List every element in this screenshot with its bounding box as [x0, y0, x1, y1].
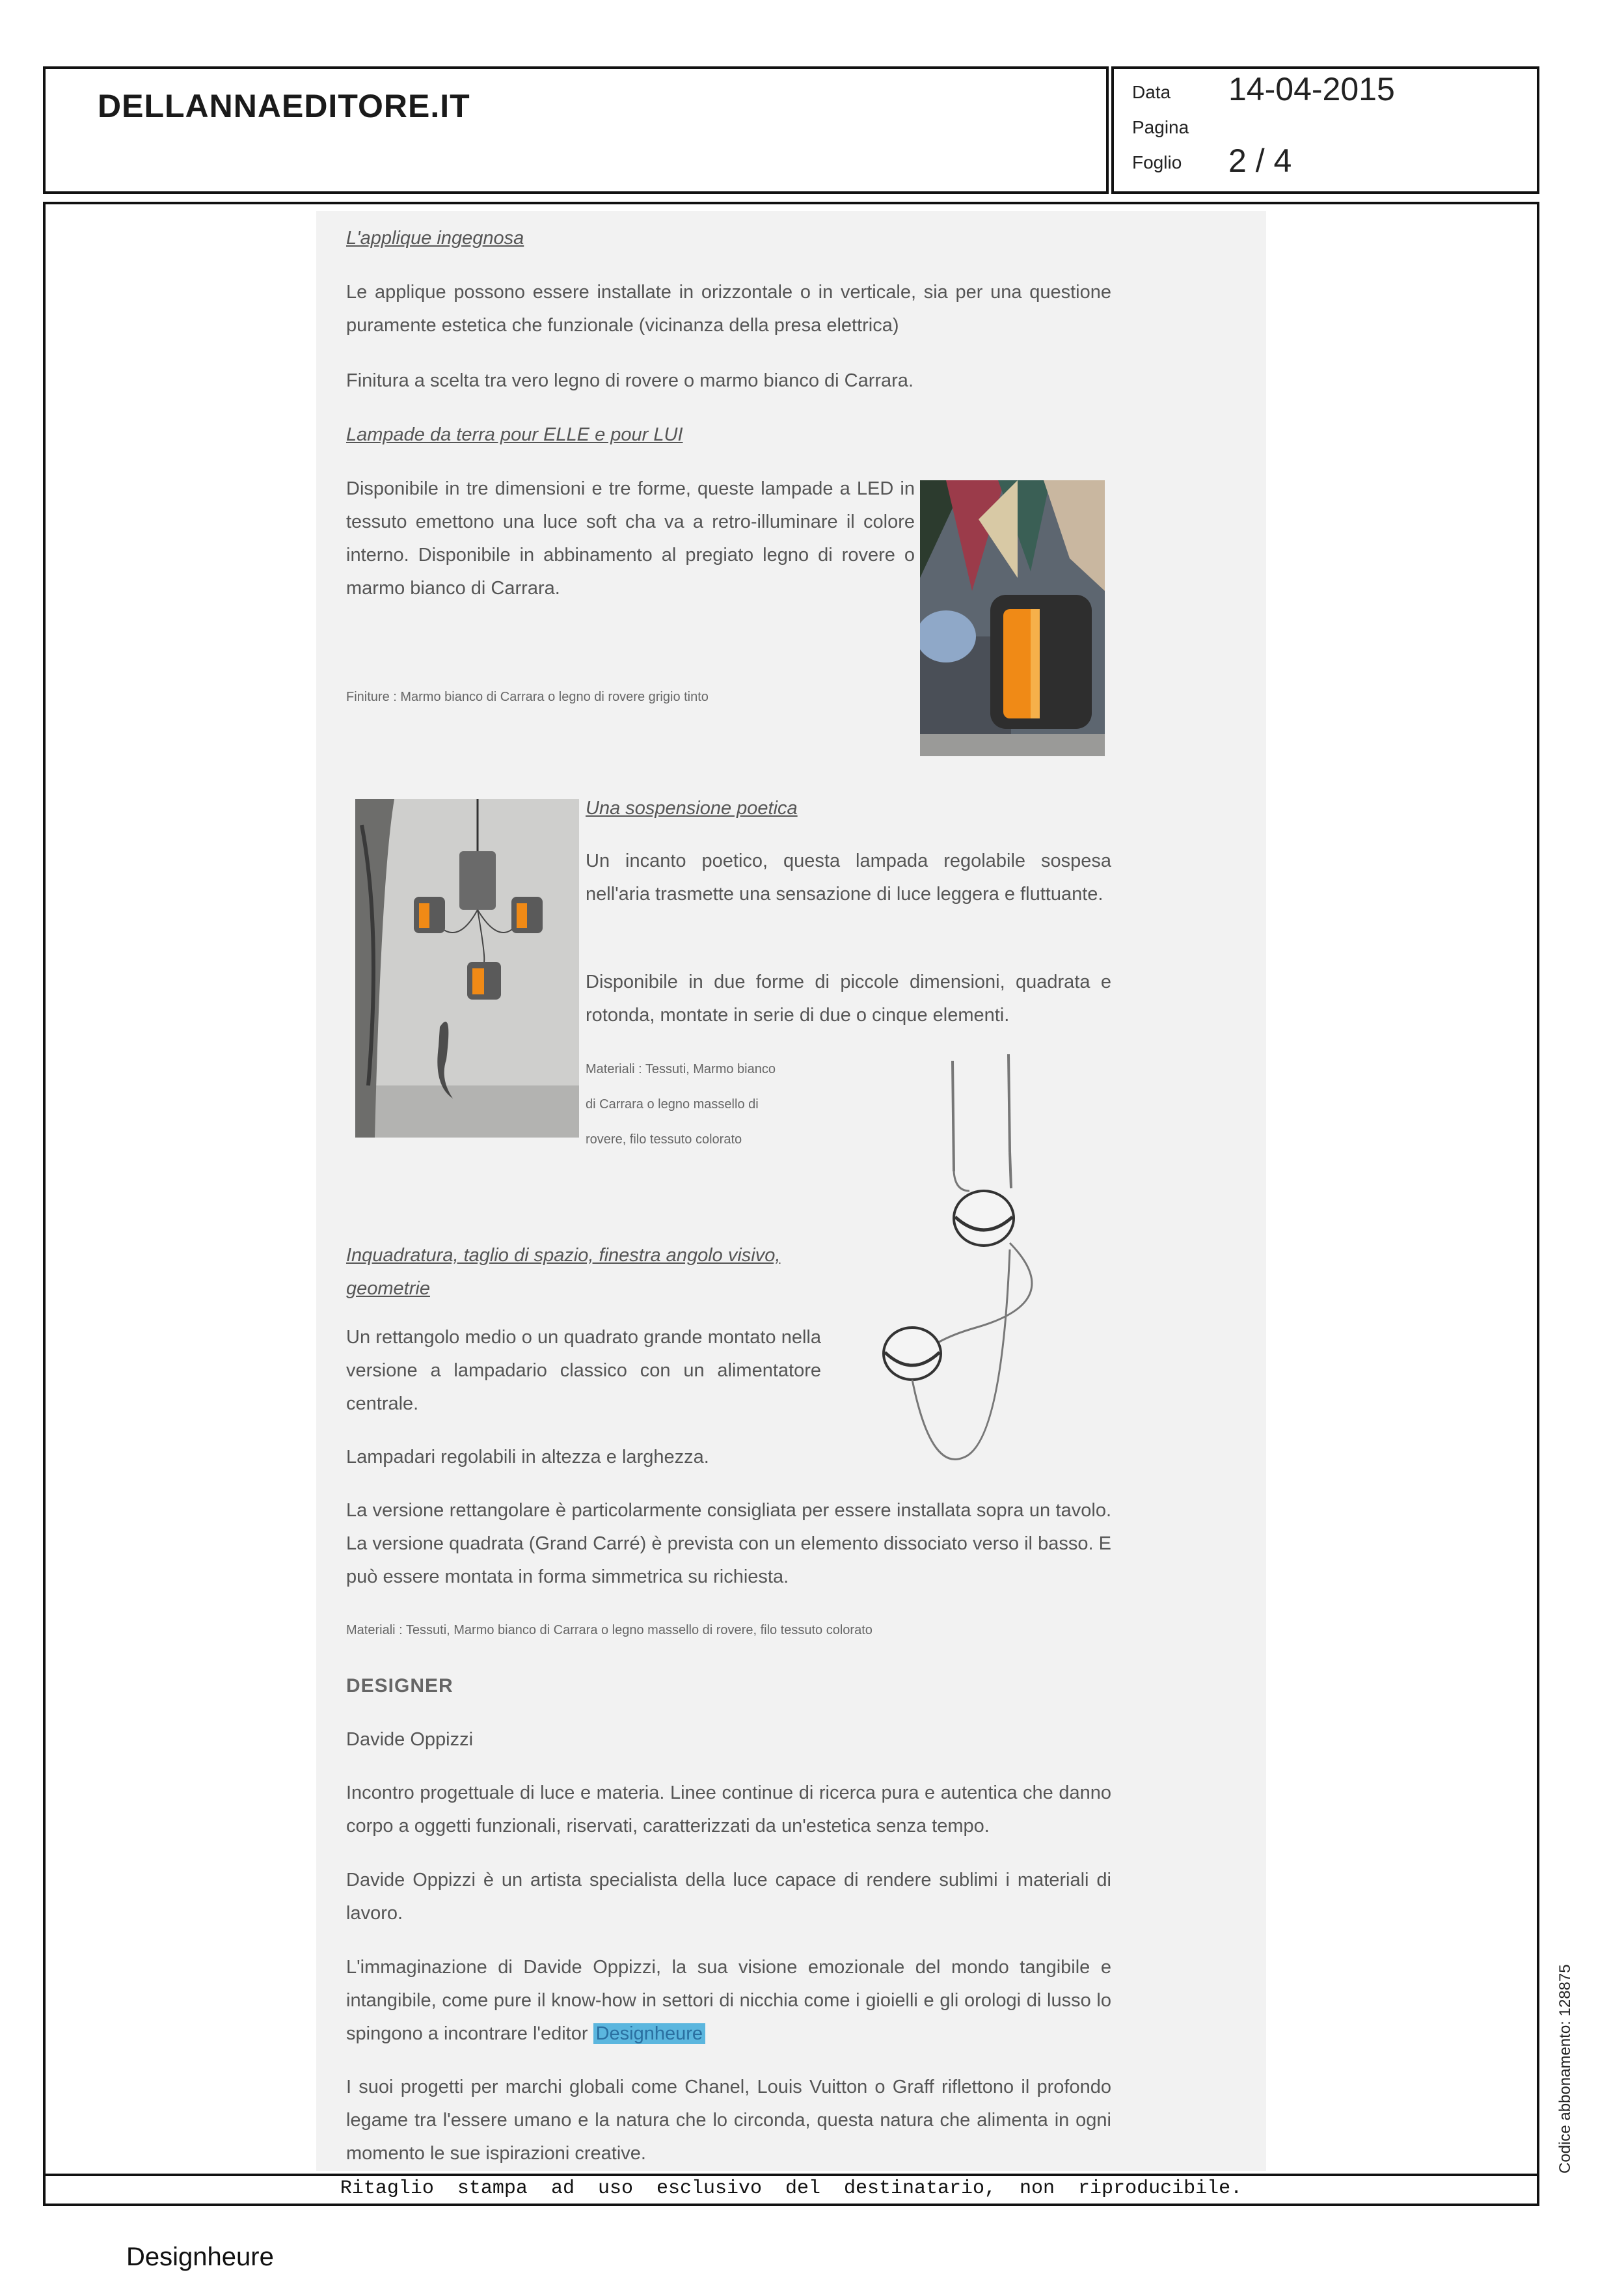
- section-title-applique: L'applique ingegnosa: [346, 228, 524, 249]
- paragraph: Davide Oppizzi è un artista specialista della luce capace di rendere sublimi i materiali di lavoro.: [346, 1870, 1111, 1924]
- designer-heading: DESIGNER: [346, 1675, 453, 1697]
- sheet-label: Foglio: [1132, 152, 1182, 172]
- paragraph: I suoi progetti per marchi globali come Chanel, Louis Vuitton o Graff riflettono il profondo legame tra l'essere umano e la natura che lo circonda, questa natura che alimenta in ogni momento le sue ispirazioni creative.: [346, 2077, 1111, 2164]
- paragraph: Un incanto poetico, questa lampada regolabile sospesa nell'aria trasmette una sensazione di luce leggera e fluttuante.: [586, 851, 1111, 905]
- sheet-value: 2 / 4: [1228, 143, 1292, 179]
- designer-name: Davide Oppizzi: [346, 1729, 474, 1750]
- suspension-lamp-photo: [355, 799, 579, 1138]
- section-title-floor-lamps: Lampade da terra pour ELLE e pour LUI: [346, 424, 683, 445]
- paragraph: Incontro progettuale di luce e materia. Linee continue di ricerca pura e autentica che danno corpo a oggetti funzionali, riservati, caratterizzati da un'estetica senza tempo.: [346, 1782, 1111, 1836]
- footer-divider: [43, 2174, 1539, 2176]
- materials-note-line: rovere, filo tessuto colorato: [586, 1132, 742, 1147]
- paragraph: L'immaginazione di Davide Oppizzi, la sua visione emozionale del mondo tangibile e intangibile, come pure il know-how in settori di nicchia come i gioielli e gli orologi di lusso lo spingono a incontrare l'editor Designheure: [346, 1957, 1111, 2044]
- paragraph: Disponibile in due forme di piccole dimensioni, quadrata e rotonda, montate in serie di due o cinque elementi.: [586, 972, 1111, 1026]
- paragraph: Finitura a scelta tra vero legno di rovere o marmo bianco di Carrara.: [346, 370, 914, 391]
- source-label: Designheure: [126, 2243, 274, 2271]
- paragraph: La versione rettangolare è particolarmente consigliata per essere installata sopra un tavolo. La versione quadrata (Grand Carré) è prevista con un elemento dissociato verso il basso. E può essere montata in forma simmetrica su richiesta.: [346, 1500, 1111, 1587]
- date-label: Data: [1132, 82, 1171, 102]
- paragraph: Disponibile in tre dimensioni e tre forme, queste lampade a LED in tessuto emettono una luce soft cha va a retro-illuminare il colore interno. Disponibile in abbinamento al pregiato legno di rovere o marmo bianco di Carrara.: [346, 478, 915, 599]
- section-title-suspension: Una sospensione poetica: [586, 798, 798, 819]
- paragraph: Le applique possono essere installate in orizzontale o in verticale, sia per una questione puramente estetica che funzionale (vicinanza della presa elettrica): [346, 282, 1111, 336]
- materials-note-line: di Carrara o legno massello di: [586, 1097, 759, 1112]
- site-name: DELLANNAEDITORE.IT: [98, 88, 470, 124]
- paragraph: Un rettangolo medio o un quadrato grande montato nella versione a lampadario classico con un alimentatore centrale.: [346, 1327, 821, 1414]
- finish-note: Finiture : Marmo bianco di Carrara o legno di rovere grigio tinto: [346, 690, 709, 704]
- paragraph: Lampadari regolabili in altezza e larghezza.: [346, 1447, 709, 1467]
- designheure-link[interactable]: Designheure: [593, 2023, 705, 2044]
- floor-lamp-photo: [920, 480, 1105, 756]
- materials-note-line: Materiali : Tessuti, Marmo bianco: [586, 1062, 776, 1076]
- pendant-lamp-drawing: [872, 1054, 1054, 1484]
- page-label: Pagina: [1132, 117, 1189, 137]
- subscription-code: Codice abbonamento: 128875: [1556, 1964, 1574, 2174]
- disclaimer: Ritaglio stampa ad uso esclusivo del destinatario, non riproducibile.: [340, 2177, 1243, 2200]
- header-title-box: [43, 66, 1109, 194]
- section-title-framing: Inquadratura, taglio di spazio, finestra angolo visivo, geometrie: [346, 1245, 781, 1299]
- date-value: 14-04-2015: [1228, 71, 1395, 107]
- materials-note: Materiali : Tessuti, Marmo bianco di Carrara o legno massello di rovere, filo tessuto colorato: [346, 1623, 873, 1637]
